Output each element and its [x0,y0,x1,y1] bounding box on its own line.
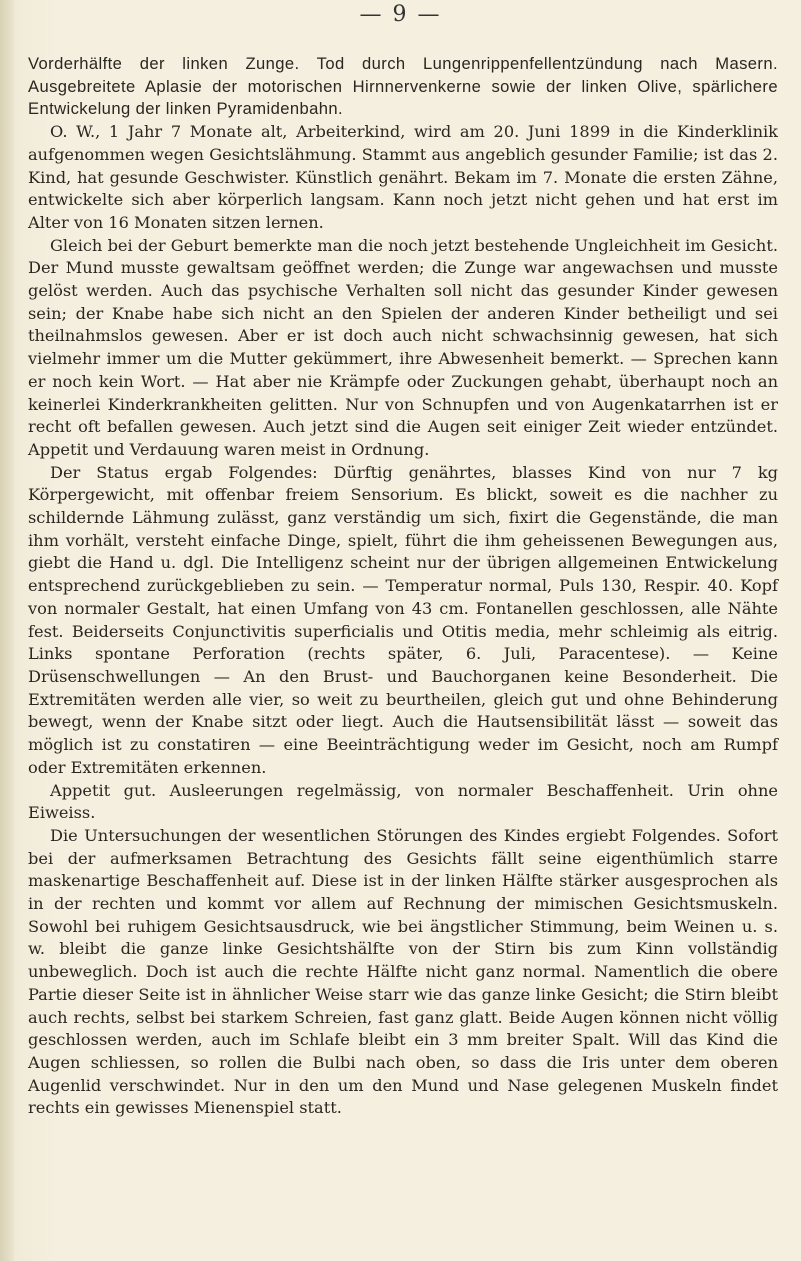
paragraph-history: O. W., 1 Jahr 7 Monate alt, Arbeiterkind, wird am 20. Juni 1899 in die Kinderklinik aufgenommen wegen Gesichtslähmung. Stammt aus angeblich gesunder Familie; ist das 2. Kind, hat gesunde Geschwister. Künstlich genährt. Bekam im 7. Monate die ersten Zähne, entwickelte sich aber körperlich langsam. Kann noch jetzt nicht gehen und hat erst im Alter von 16 Monaten sitzen lernen. [28,122,778,232]
page-gutter [0,0,14,1261]
paragraph-status: Der Status ergab Folgendes: Dürftig genährtes, blasses Kind von nur 7 kg Körpergewicht, mit offenbar freiem Sensorium. Es blickt, soweit es die nachher zu schildernde Lähmung zulässt, ganz verständig um sich, fixirt die Gegenstände, die man ihm vorhält, versteht einfache Dinge, spielt, führt die ihm geheissenen Bewegungen aus, giebt die Hand u. dgl. Die Intelligenz scheint nur der übrigen allgemeinen Entwickelung entsprechend zurückgeblieben zu sein. — Temperatur normal, Puls 130, Respir. 40. Kopf von normaler Gestalt, hat einen Umfang von 43 cm. Fontanellen geschlossen, alle Nähte fest. Beiderseits Conjunctivitis superficialis und Otitis media, mehr schleimig als eitrig. Links spontane Perforation (rechts später, 6. Juli, Paracentese). — Keine Drüsenschwellungen — An den Brust- und Bauchorganen keine Besonderheit. Die Extremitäten werden alle vier, so weit zu beurtheilen, gleich gut und ohne Behinderung bewegt, wenn der Knabe sitzt oder liegt. Auch die Hautsensibilität lässt — soweit das möglich ist zu constatiren — eine Beeinträchtigung weder im Gesicht, noch am Rumpf oder Extremitäten erkennen. [28,462,778,777]
page-number: — 9 — [359,2,442,27]
body-text [28,53,778,1120]
paragraph-findings: Die Untersuchungen der wesentlichen Störungen des Kindes ergiebt Folgendes. Sofort bei der aufmerksamen Betrachtung des Gesichts fällt seine eigenthümlich starre maskenartige Beschaffenheit auf. Diese ist in der linken Hälfte stärker ausgesprochen als in der rechten und kommt vor allem auf Rechnung der mimischen Gesichtsmuskeln. Sowohl bei ruhigem Gesichtsausdruck, wie bei ängstlicher Stimmung, beim Weinen u. s. w. bleibt die ganze linke Gesichtshälfte von der Stirn bis zum Kinn vollständig unbeweglich. Doch ist auch die rechte Hälfte nicht ganz normal. Namentlich die obere Partie dieser Seite ist in ähnlicher Weise starr wie das ganze linke Gesicht; die Stirn bleibt auch rechts, selbst bei starkem Schreien, fast ganz glatt. Beide Augen können nicht völlig geschlossen werden, auch im Schlafe bleibt ein 3 mm breiter Spalt. Will das Kind die Augen schliessen, so rollen die Bulbi nach oben, so dass die Iris unter dem oberen Augenlid verschwindet. Nur in den um den Mund und Nase gelegenen Muskeln findet rechts ein gewisses Mienenspiel statt. [28,825,778,1118]
paragraph-appetite: Appetit gut. Ausleerungen regelmässig, von normaler Beschaffenheit. Urin ohne Eiweiss. [28,780,778,823]
case-summary: Vorderhälfte der linken Zunge. Tod durch Lungenrippenfellentzündung nach Masern. Ausgebreitete Aplasie der motorischen Hirnnervenkerne sowie der linken Olive, spärlichere Entwickelung der linken Pyramidenbahn. [28,54,778,119]
paragraph-anamnesis: Gleich bei der Geburt bemerkte man die noch jetzt bestehende Ungleichheit im Gesicht. Der Mund musste gewaltsam geöffnet werden; die Zunge war angewachsen und musste gelöst werden. Auch das psychische Verhalten soll nicht das gesunder Kinder gewesen sein; der Knabe habe sich nicht an den Spielen der anderen Kinder betheiligt und sei theilnahmslos gewesen. Aber er ist doch auch nicht schwachsinnig gewesen, hat sich vielmehr immer um die Mutter gekümmert, ihre Abwesenheit bemerkt. — Sprechen kann er noch kein Wort. — Hat aber nie Krämpfe oder Zuckungen gehabt, überhaupt noch an keinerlei Kinderkrankheiten gelitten. Nur von Schnupfen und von Augenkatarrhen ist er recht oft befallen gewesen. Auch jetzt sind die Augen seit einiger Zeit wieder entzündet. Appetit und Verdauung waren meist in Ordnung. [28,235,778,459]
